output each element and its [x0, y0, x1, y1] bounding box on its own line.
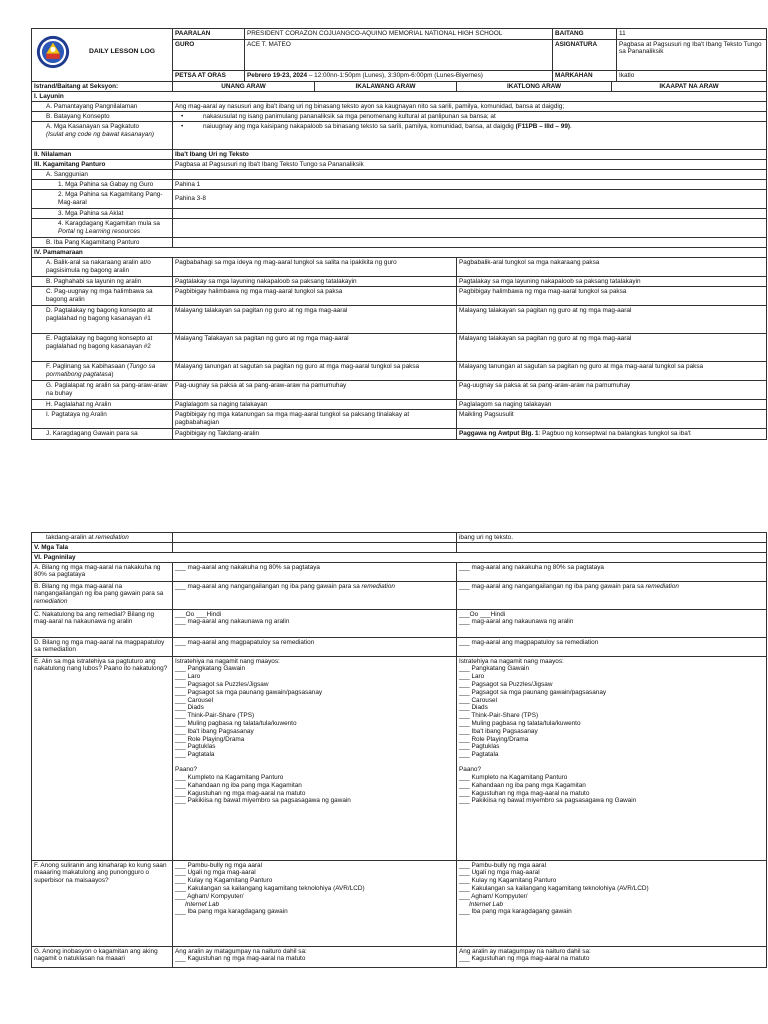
reflection-c-line: ___ mag-aaral ang nakaunawa ng aralin	[459, 618, 574, 626]
value-quarter: Ikatlo	[617, 71, 767, 82]
checklist-line: ___ Think-Pair-Share (TPS)	[175, 712, 255, 720]
date-times: – 12:00nn-1:50pm (Lunes), 3:30pm-6:00pm (Lunes-Biyernes)	[307, 71, 483, 79]
tala-day3	[457, 543, 767, 553]
batayang-konsepto-text: nakasusulat ng isang panimulang pananaliksik sa mga penomenang kultural at panlipunan sa bansa; at	[203, 112, 496, 120]
checklist-line: ___ Think-Pair-Share (TPS)	[459, 712, 539, 720]
procedure-day3: Pagbabalik-aral tungkol sa mga nakaraang paksa	[457, 258, 767, 277]
kagamitang-pang-mag-aaral-value: Pahina 3-8	[173, 190, 767, 209]
continued-label	[32, 533, 173, 543]
value-school: PRESIDENT CORAZON COJUANGCO-AQUINO MEMORIAL NATIONAL HIGH SCHOOL	[245, 29, 553, 40]
reflection-label-c: C. Nakatulong ba ang remedial? Bilang ng mag-aaral na nakaunawa ng aralin	[32, 610, 173, 638]
value-subject: Pagbasa at Pagsusuri ng Iba't Ibang Teksto Tungo sa Pananaliksik	[617, 40, 767, 71]
checklist-line: ___ Laro	[175, 673, 201, 681]
checklist-line: ___ Pambu-bully ng mga aaral	[459, 861, 547, 869]
checklist-line: ___ Iba pang mga karagdagang gawain	[459, 908, 572, 916]
procedure-row	[32, 381, 767, 400]
value-date	[245, 71, 553, 82]
lesson-table	[31, 81, 767, 440]
checklist-line: ___ Pakikiisa ng bawat miyembro sa pagsasagawa ng Gawain	[459, 797, 637, 805]
label-quarter: MARKAHAN	[553, 71, 617, 82]
bullet-icon: •	[181, 112, 184, 120]
checklist-line: ___ Pagsagot sa Puzzles/Jigsaw	[175, 680, 269, 688]
day3-header: IKATLONG ARAW	[457, 82, 612, 92]
checklist-line: ___ Pagsagot sa mga paunang gawain/pagsasanay	[175, 688, 323, 696]
procedure-day3: Pag-uugnay sa paksa at sa pang-araw-araw na pamumuhay	[457, 381, 767, 400]
pamantayan-value: Ang mag-aaral ay nasusuri ang iba't ibang uri ng binasang teksto ayon sa kaugnayan nito sa sarili, pamilya, komunidad, bansa at daigdig;	[173, 102, 767, 112]
reflection-label-e: E. Alin sa mga istratehiya sa pagtuturo ang nakatulong nang lubos? Paano ito nakatulong?	[32, 657, 173, 861]
checklist-line: ___ Diads	[175, 704, 204, 712]
checklist-line: ___ Pangkatang Gawain	[175, 665, 245, 673]
checklist-line: ___ Kumpleto na Kagamitang Panturo	[175, 773, 284, 781]
checklist-line: ___ Diads	[459, 704, 488, 712]
procedure-label: J. Karagdagang Gawain para sa	[32, 429, 173, 440]
strand-label: Istrand/Baitang at Seksyon:	[32, 82, 173, 92]
reflection-b-italic: remediation	[361, 582, 395, 590]
spacer	[459, 759, 764, 766]
procedure-row	[32, 277, 767, 287]
oo-hindi-checkbox-line: ___Oo ___Hindi	[175, 610, 222, 618]
procedure-row	[32, 334, 767, 362]
date-range: Pebrero 19-23, 2024	[247, 71, 308, 79]
checklist-line: ___ Pagsagot sa mga paunang gawain/pagsasanay	[459, 688, 607, 696]
reflection-label-f: F. Anong suliranin ang kinaharap ko kung saan maaaring makatulong ang punongguro o superbisor na maisaayos?	[32, 861, 173, 947]
checklist-line: ___ Agham/ Kompyuter/	[459, 892, 528, 900]
batayang-konsepto-value	[173, 112, 767, 122]
reflection-b-label-pre: B. Bilang ng mga mag-aaral na nangangailangan ng iba pang gawain para sa	[34, 582, 164, 598]
procedure-row	[32, 287, 767, 306]
kasanayan-note: (Isulat ang code ng bawat kasanayan)	[46, 130, 155, 138]
checklist-line: ___ Kulay ng Kagamitang Panturo	[175, 877, 273, 885]
reflection-b-label-italic: remediation	[34, 598, 68, 606]
kasanayan-value	[173, 122, 767, 150]
kabihasaan-label-pre: F. Paglinang sa Kabihasaan (	[46, 362, 130, 370]
lesson-log-page-1	[31, 28, 766, 440]
procedure-label: G. Paglalapat ng aralin sa pang-araw-araw na buhay	[32, 381, 173, 400]
procedure-label: A. Balik-aral sa nakaraang aralin at/o pagsisimula ng bagong aralin	[32, 258, 173, 277]
day1-header: UNANG ARAW	[173, 82, 315, 92]
checklist-line: ___ Pagtuklas	[175, 743, 216, 751]
checklist-line: ___ Muling pagbasa ng talata/tula/kuwento	[175, 720, 297, 727]
checklist-line: ___ Iba't ibang Pagsasanay	[459, 727, 538, 735]
checklist-line: ___ Kagustuhan ng mga mag-aaral na matuto	[175, 789, 306, 797]
checklist-line: Internet Lab	[469, 900, 504, 908]
checklist-line: ___ Pakikiisa ng bawat miyembro sa pagsasagawa ng gawain	[175, 797, 351, 805]
innovation-line: ___ Kagustuhan ng mga mag-aaral na matuto	[175, 955, 306, 963]
reflection-b-text: ___ mag-aaral ang nangangailangan ng iba pang gawain para sa	[175, 582, 362, 590]
portal-value	[173, 219, 767, 238]
reflection-d-day3: ___ mag-aaral ang magpapatuloy sa remediation	[457, 638, 767, 657]
procedure-day1: Pagtalakay sa mga layuning nakapaloob sa paksang tatalakayin	[173, 277, 457, 287]
problems-day3	[457, 861, 767, 947]
procedure-day3: Malayang tanungan at sagutan sa pagitan ng guro at mga mag-aaral tungkol sa paksa	[457, 362, 767, 381]
reflection-a-day3: ___ mag-aaral ang nakakuha ng 80% sa pagtataya	[457, 563, 767, 582]
procedure-label: D. Pagtalakay ng bagong konsepto at paglalahad ng bagong kasanayan #1	[32, 306, 173, 334]
innovation-line: Ang aralin ay matagumpay na naituro dahil sa:	[459, 947, 591, 955]
checklist-line: ___ Ugali ng mga mag-aaral	[459, 869, 540, 877]
reflection-label-d: D. Bilang ng mga mag-aaral na magpapatuloy sa remediation	[32, 638, 173, 657]
oo-hindi-checkbox-line: ___Oo ___Hindi	[459, 610, 506, 618]
reflection-label-a: A. Bilang ng mga mag-aaral na nakakuha ng 80% sa pagtataya	[32, 563, 173, 582]
checklist-line: Internet Lab	[185, 900, 220, 908]
procedure-label: E. Pagtalakay ng bagong konsepto at paglalahad ng bagong kasanayan #2	[32, 334, 173, 362]
procedure-day3: Malayang talakayan sa pagitan ng guro at ng mga mag-aaral	[457, 334, 767, 362]
row-label-gabay: 1. Mga Pahina sa Gabay ng Guro	[32, 180, 173, 190]
checklist-line: ___ Muling pagbasa ng talata/tula/kuwento	[459, 720, 581, 727]
row-label-portal	[32, 219, 173, 238]
procedure-row	[32, 429, 767, 440]
problems-day1	[173, 861, 457, 947]
checklist-line: ___ Pagtatala	[459, 751, 499, 759]
reflection-label-b	[32, 582, 173, 610]
checklist-line: ___ Role Playing/Drama	[175, 735, 245, 743]
label-teacher: GURO	[173, 40, 245, 71]
procedure-day1: Pagbibigay ng Takdang-aralin	[173, 429, 457, 440]
value-teacher: ACE T. MATEO	[245, 40, 553, 71]
continued-label-italic: remediation	[95, 533, 129, 541]
kasanayan-end: .	[570, 122, 572, 130]
procedure-row	[32, 306, 767, 334]
continued-day3: ibang uri ng teksto.	[457, 533, 767, 543]
checklist-line: ___ Kulay ng Kagamitang Panturo	[459, 877, 557, 885]
section-mga-tala: V. Mga Tala	[32, 543, 173, 553]
procedure-day3	[457, 429, 767, 440]
checklist-line: ___ Laro	[459, 673, 485, 681]
section-pamamaraan: IV. Pamamaraan	[32, 248, 767, 258]
continued-label-pre: takdang-aralin at	[46, 533, 96, 541]
checklist-line: ___ Kakulangan sa kailangang kagamitang teknolohiya (AVR/LCD)	[175, 884, 365, 892]
innovation-line: ___ Kagustuhan ng mga mag-aaral na matuto	[459, 955, 590, 963]
checklist-line: ___ Iba pang mga karagdagang gawain	[175, 908, 288, 916]
innovation-day1	[173, 947, 457, 968]
procedure-day1: Pagbibigay halimbawa ng mga mag-aaral tungkol sa paksa	[173, 287, 457, 306]
procedure-label: H. Paglalahat ng Aralin	[32, 400, 173, 410]
checklist-line: Paano?	[459, 766, 482, 774]
procedure-day3: Malayang talakayan sa pagitan ng guro at ng mga mag-aaral	[457, 306, 767, 334]
label-subject: ASIGNATURA	[553, 40, 617, 71]
kasanayan-label: A. Mga Kasanayan sa Pagkatuto	[46, 122, 140, 130]
kasanayan-text: naiuugnay ang mga kaisipang nakapaloob sa binasang teksto sa sarili, pamilya, komunidad, bansa, at daigdig	[203, 122, 514, 130]
kagamitan-value: Pagbasa at Pagsusuri ng Iba't Ibang Teksto Tungo sa Pananaliksik	[173, 160, 767, 170]
spacer	[175, 759, 454, 766]
procedure-day3: Pagtalakay sa mga layuning nakapaloob sa paksang tatalakayin	[457, 277, 767, 287]
row-label-nilalaman: II. Nilalaman	[32, 150, 173, 160]
day4-header: IKAAPAT NA ARAW	[612, 82, 767, 92]
procedure-day1: Pag-uugnay sa paksa at sa pang-araw-araw na pamumuhay	[173, 381, 457, 400]
procedure-day3: Paglalagom sa naging talakayan	[457, 400, 767, 410]
procedure-row	[32, 362, 767, 381]
doc-title: DAILY LESSON LOG	[88, 47, 156, 55]
reflection-c-day1	[173, 610, 457, 638]
procedure-day1: Malayang Talakayan sa pagitan ng guro at ng mga mag-aaral	[173, 334, 457, 362]
nilalaman-value: Iba't Ibang Uri ng Teksto	[173, 150, 767, 160]
reflection-b-day3	[457, 582, 767, 610]
checklist-line: ___ Pagtatala	[175, 751, 215, 759]
section-layunin: I. Layunin	[32, 92, 767, 102]
checklist-line: ___ Agham/ Kompyuter/	[175, 892, 244, 900]
checklist-line: ___ Role Playing/Drama	[459, 735, 529, 743]
procedure-day3: Maikling Pagsusulit	[457, 410, 767, 429]
row-label-kasanayan	[32, 122, 173, 150]
reflection-b-italic: remediation	[645, 582, 679, 590]
lesson-log-page-2	[31, 532, 766, 968]
checklist-line: Istratehiya na nagamit nang maayos:	[175, 657, 280, 665]
section-pagninilay: VI. Pagninilay	[32, 553, 767, 563]
kasanayan-code: (F11PB – IIId – 99)	[515, 122, 570, 130]
iba-pang-kagamitan-value	[173, 238, 767, 248]
label-school: PAARALAN	[173, 29, 245, 40]
portal-label-pre: 4. Karagdagang Kagamitan mula sa	[58, 219, 160, 227]
procedure-row	[32, 258, 767, 277]
reflection-c-line: ___ mag-aaral ang nakaunawa ng aralin	[175, 618, 290, 626]
label-grade: BAITANG	[553, 29, 617, 40]
row-label-batayang-konsepto: B. Batayang Konsepto	[32, 112, 173, 122]
awtput-text: : Pagbuo ng konseptwal na balangkas tungkol sa iba't	[538, 429, 691, 437]
procedure-day1: Paglalagom sa naging talakayan	[173, 400, 457, 410]
row-label-kagamitang-pang-mag-aaral: 2. Mga Pahina sa Kagamitang Pang-Mag-aaral	[32, 190, 173, 209]
reflection-a-day1: ___ mag-aaral ang nakakuha ng 80% sa pagtataya	[173, 563, 457, 582]
checklist-line: ___ Pangkatang Gawain	[459, 665, 529, 673]
reflection-d-day1: ___ mag-aaral ang magpapatuloy sa remediation	[173, 638, 457, 657]
procedure-row	[32, 410, 767, 429]
row-label-pamantayan: A. Pamantayang Pangnilalaman	[32, 102, 173, 112]
value-grade: 11	[617, 29, 767, 40]
days-row	[32, 82, 767, 92]
reflection-c-day3	[457, 610, 767, 638]
header-table	[31, 28, 767, 82]
checklist-line: Paano?	[175, 766, 198, 774]
portal-label-portal: Portal	[58, 227, 75, 235]
checklist-line: Istratehiya na nagamit nang maayos:	[459, 657, 564, 665]
procedure-day3: Pagbibigay halimbawa ng mga mag-aaral tungkol sa paksa	[457, 287, 767, 306]
awtput-label: Paggawa ng Awtput Blg. 1	[459, 429, 539, 437]
innovation-day3	[457, 947, 767, 968]
strategies-day1	[173, 657, 457, 861]
procedure-label	[32, 362, 173, 381]
procedure-day1: Malayang talakayan sa pagitan ng guro at ng mga mag-aaral	[173, 306, 457, 334]
procedure-row	[32, 400, 767, 410]
checklist-line: ___ Carousel	[459, 696, 498, 704]
reflection-b-text: ___ mag-aaral ang nangangailangan ng iba pang gawain para sa	[459, 582, 646, 590]
procedure-label: I. Pagtataya ng Aralin	[32, 410, 173, 429]
checklist-line: ___ Pambu-bully ng mga aaral	[175, 861, 263, 869]
checklist-line: ___ Kumpleto na Kagamitang Panturo	[459, 773, 568, 781]
strategies-day3	[457, 657, 767, 861]
row-label-aklat: 3. Mga Pahina sa Aklat	[32, 209, 173, 219]
row-label-sanggunian: A. Sanggunian	[32, 170, 173, 180]
deped-seal-icon	[36, 35, 70, 69]
checklist-line: ___ Pagsagot sa Puzzles/Jigsaw	[459, 680, 553, 688]
checklist-line: ___ Kagustuhan ng mga mag-aaral na matuto	[459, 789, 590, 797]
gabay-value: Pahina 1	[173, 180, 767, 190]
tala-day1	[173, 543, 457, 553]
kabihasaan-label-post: )	[111, 370, 114, 378]
checklist-line: ___ Carousel	[175, 696, 214, 704]
bullet-icon: •	[181, 122, 184, 130]
row-label-kagamitan: III. Kagamitang Panturo	[32, 160, 173, 170]
checklist-line: ___ Kahandaan ng iba pang mga Kagamitan	[175, 781, 302, 789]
kabihasaan-label-italic: Tungo sa pormatibong pagtatasa	[46, 362, 156, 378]
procedure-day1: Pagbibigay ng mga katanungan sa mga mag-aaral tungkol sa paksang tinalakay at pagbabahagian	[173, 410, 457, 429]
reflection-table	[31, 532, 767, 968]
checklist-line: ___ Pagtuklas	[459, 743, 500, 751]
portal-label-lr: Learning resources	[85, 227, 141, 235]
procedure-label: B. Paghahabi sa layunin ng aralin	[32, 277, 173, 287]
portal-label-mid: ng	[74, 227, 86, 235]
sanggunian-value	[173, 170, 767, 180]
checklist-line: ___ Iba't ibang Pagsasanay	[175, 727, 254, 735]
reflection-label-g: G. Anong inobasyon o kagamitan ang aking nagamit o natuklasan na maaari	[32, 947, 173, 968]
header-logo-title-cell	[32, 29, 173, 82]
day2-header: IKALAWANG ARAW	[315, 82, 457, 92]
continued-day1	[173, 533, 457, 543]
row-label-iba-pang-kagamitan: B. Iba Pang Kagamitang Panturo	[32, 238, 173, 248]
innovation-line: Ang aralin ay matagumpay na naituro dahil sa:	[175, 947, 307, 955]
reflection-b-day1	[173, 582, 457, 610]
procedure-label: C. Pag-uugnay ng mga halimbawa sa bagong aralin	[32, 287, 173, 306]
aklat-value	[173, 209, 767, 219]
label-date: PETSA AT ORAS	[173, 71, 245, 82]
procedure-day1: Malayang tanungan at sagutan sa pagitan ng guro at mga mag-aaral tungkol sa paksa	[173, 362, 457, 381]
procedure-day1: Pagbabahagi sa mga ideya ng mag-aaral tungkol sa salita na ipakikita ng guro	[173, 258, 457, 277]
checklist-line: ___ Kahandaan ng iba pang mga Kagamitan	[459, 781, 586, 789]
checklist-line: ___ Ugali ng mga mag-aaral	[175, 869, 256, 877]
checklist-line: ___ Kakulangan sa kailangang kagamitang teknolohiya (AVR/LCD)	[459, 884, 649, 892]
